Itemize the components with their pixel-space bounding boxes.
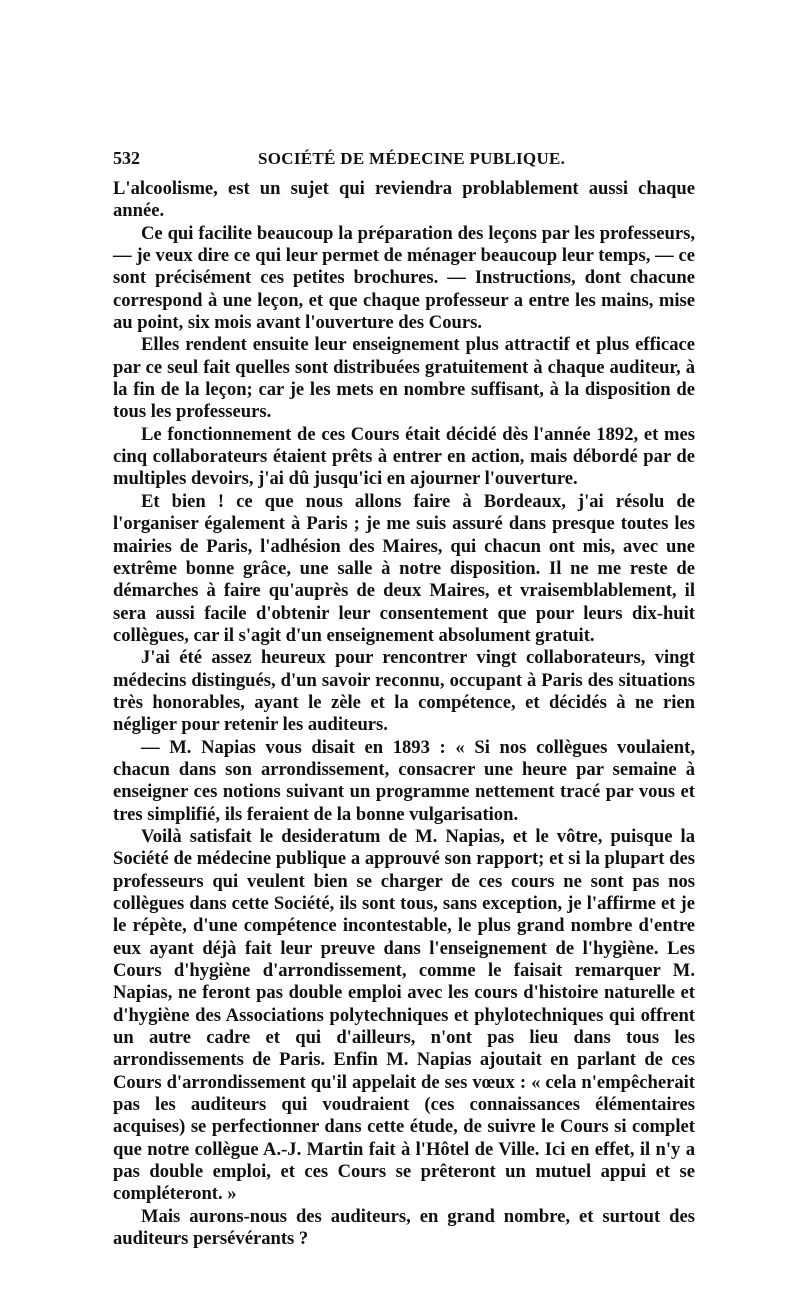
paragraph: L'alcoolisme, est un sujet qui reviendra problablement aussi chaque année. bbox=[113, 178, 695, 222]
paragraph: Mais aurons-nous des auditeurs, en grand nombre, et surtout des auditeurs persévérants ? bbox=[113, 1205, 695, 1250]
paragraph: Voilà satisfait le desideratum de M. Napias, et le vôtre, puisque la Société de médecine publique a approuvé son rapport; et si la plupart des professeurs qui veulent bien se charger de ces cours ne sont pas nos collègues dans cette Société, ils sont tous, sans exception, je l'affirme et je le répète, d'une compétence incontestable, le plus grand nombre d'entre eux ayant déjà fait leur preuve dans l'enseignement de l'hygiène. Les Cours d'hygiène d'arrondissement, comme le faisait remarquer M. Napias, ne feront pas double emploi avec les cours d'histoire naturelle et d'hygiène des Associations polytechniques et phylotechniques qui offrent un autre cadre et qui d'ailleurs, n'ont pas lieu dans tous les arrondissements de Paris. Enfin M. Napias ajoutait en parlant de ces Cours d'arrondissement qu'il appelait de ses vœux : « cela n'empêcherait pas les auditeurs qui voudraient (ces connaissances élémentaires acquises) se perfectionner dans cette étude, de suivre le Cours si complet que notre collègue A.-J. Martin fait à l'Hôtel de Ville. Ici en effet, il n'y a pas double emploi, et ces Cours se prêteront un mutuel appui et se compléteront. » bbox=[113, 825, 695, 1205]
paragraph: Ce qui facilite beaucoup la préparation des leçons par les professeurs, — je veux dire ce qui leur permet de ménager beaucoup leur temps, — ce sont précisément ces petites brochures. — Instructions, dont chacune correspond à une leçon, et que chaque professeur a entre les mains, mise au point, six mois avant l'ouverture des Cours. bbox=[113, 222, 695, 334]
running-title: SOCIÉTÉ DE MÉDECINE PUBLIQUE. bbox=[258, 149, 566, 168]
book-page bbox=[113, 148, 695, 1251]
paragraph: J'ai été assez heureux pour rencontrer vingt collaborateurs, vingt médecins distingués, d'un savoir reconnu, occupant à Paris des situations très honorables, ayant le zèle et la compétence, et décidés à ne rien négliger pour retenir les auditeurs. bbox=[113, 647, 695, 736]
page-number: 532 bbox=[113, 148, 140, 168]
paragraph: Elles rendent ensuite leur enseignement plus attractif et plus efficace par ce seul fait quelles sont distribuées gratuitement à chaque auditeur, à la fin de la leçon; car je les mets en nombre suffisant, à la disposition de tous les professeurs. bbox=[113, 334, 695, 423]
body-text bbox=[113, 178, 695, 1251]
paragraph: Et bien ! ce que nous allons faire à Bordeaux, j'ai résolu de l'organiser également à Paris ; je me suis assuré dans presque toutes les mairies de Paris, l'adhésion des Maires, qui chacun ont mis, avec une extrême bonne grâce, une salle à notre disposition. Il ne me reste de démarches à faire qu'auprès de deux Maires, et vraisemblablement, il sera aussi facile d'obtenir leur consentement que pour leurs dix-huit collègues, car il s'agit d'un enseignement absolument gratuit. bbox=[113, 490, 695, 646]
paragraph: Le fonctionnement de ces Cours était décidé dès l'année 1892, et mes cinq collaborateurs étaient prêts à entrer en action, mais débordé par de multiples devoirs, j'ai dû jusqu'ici en ajourner l'ouverture. bbox=[113, 423, 695, 490]
page-header bbox=[113, 148, 695, 178]
paragraph: — M. Napias vous disait en 1893 : « Si nos collègues voulaient, chacun dans son arrondissement, consacrer une heure par semaine à enseigner ces notions suivant un programme nettement tracé par vous et tres simplifié, ils feraient de la bonne vulgarisation. bbox=[113, 736, 695, 825]
